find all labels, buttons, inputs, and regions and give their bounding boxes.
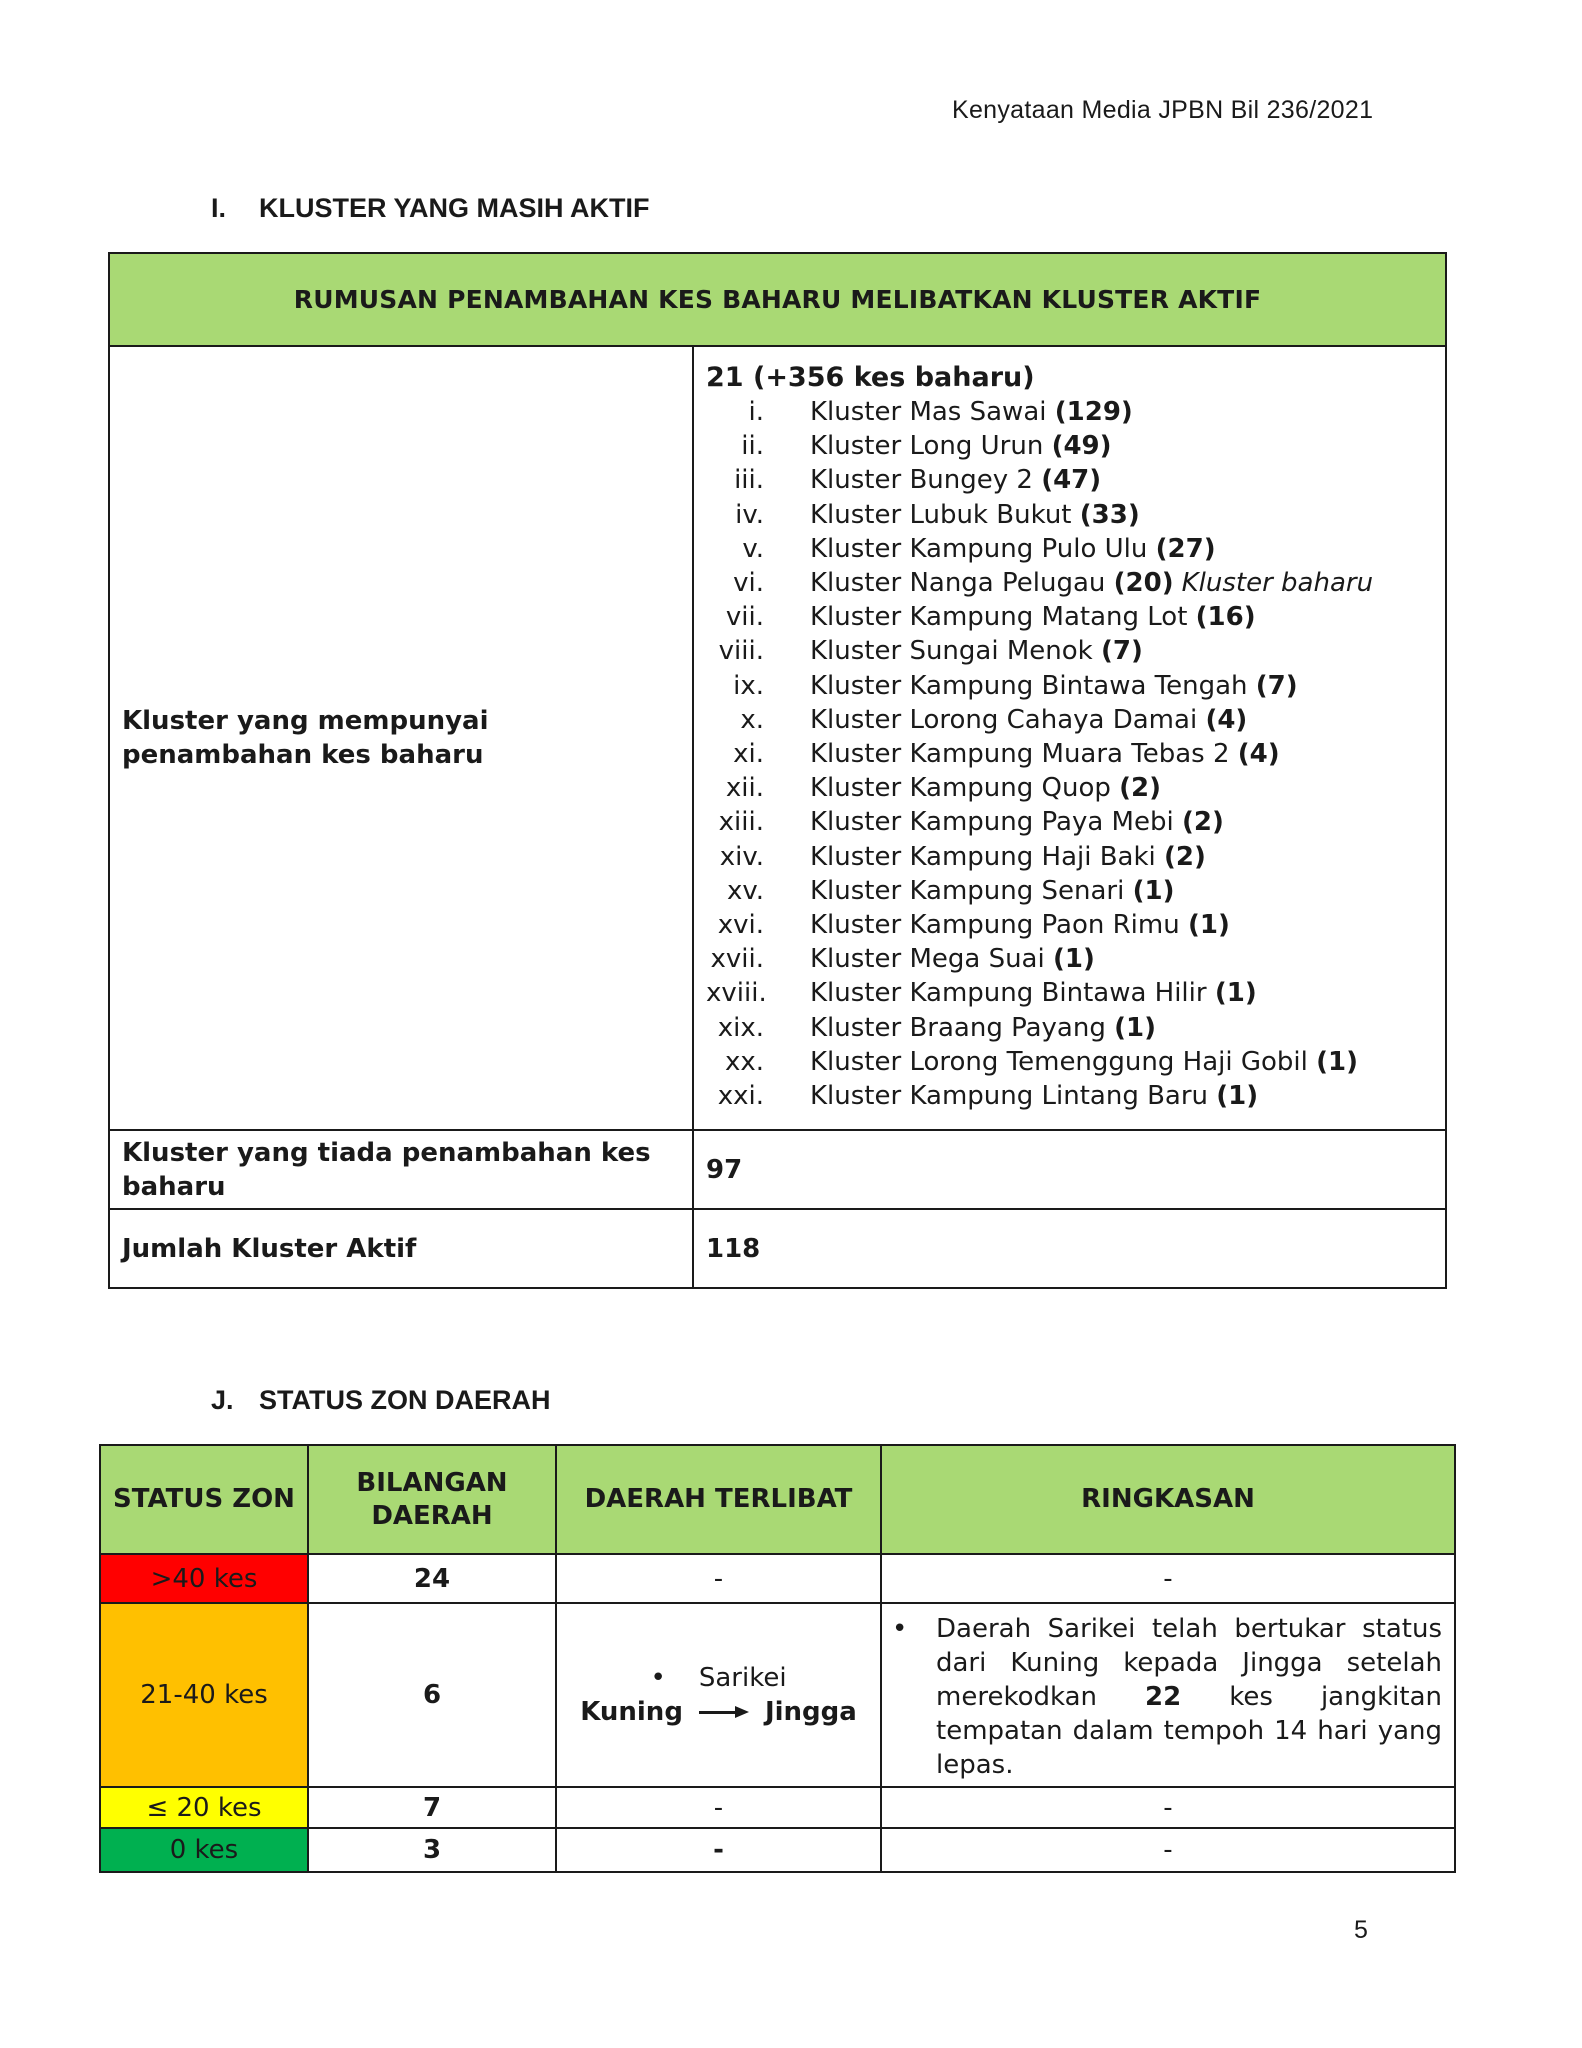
cluster-name: Kluster Kampung Bintawa Tengah bbox=[810, 670, 1248, 701]
cluster-list bbox=[706, 395, 1433, 1113]
section-j-title bbox=[211, 1385, 551, 1416]
zone-row bbox=[100, 1787, 1455, 1828]
cluster-item bbox=[706, 395, 1433, 429]
cluster-roman-number: x. bbox=[740, 704, 764, 735]
cluster-name: Kluster Mega Suai bbox=[810, 944, 1045, 975]
cluster-case-count: (1) bbox=[1187, 910, 1230, 941]
cluster-case-count: (47) bbox=[1041, 465, 1102, 496]
cluster-item bbox=[706, 1011, 1433, 1045]
cluster-name: Kluster Kampung Pulo Ulu bbox=[810, 533, 1148, 564]
cluster-case-count: (129) bbox=[1054, 397, 1133, 427]
header-status-zone: STATUS ZON bbox=[100, 1445, 308, 1554]
cluster-name: Kluster Bungey 2 bbox=[810, 465, 1033, 496]
cluster-case-count: (2) bbox=[1181, 807, 1224, 838]
summary-text-part: kes jangkitan tempatan dalam tempoh 14 hari yang lepas. bbox=[936, 1682, 1442, 1780]
cluster-name: Kluster Nanga Pelugau bbox=[810, 568, 1106, 599]
cluster-name: Kluster Kampung Muara Tebas 2 bbox=[810, 739, 1230, 770]
cluster-list-cell bbox=[693, 346, 1446, 1130]
cluster-case-count: (2) bbox=[1164, 841, 1206, 872]
cluster-roman-number: xv. bbox=[726, 875, 764, 906]
cluster-item bbox=[706, 908, 1433, 942]
cluster-roman-number: vi. bbox=[733, 568, 764, 599]
section-j-number: J. bbox=[211, 1385, 234, 1415]
zone-status-yellow: ≤ 20 kes bbox=[100, 1787, 308, 1828]
cluster-case-count: (1) bbox=[1114, 1012, 1156, 1043]
cluster-roman-number: xix. bbox=[717, 1012, 764, 1043]
cluster-roman-number: ii. bbox=[741, 431, 764, 462]
cluster-item bbox=[706, 840, 1433, 874]
cluster-case-count: (20) bbox=[1113, 568, 1174, 599]
cluster-item bbox=[706, 703, 1433, 737]
cluster-case-count: (1) bbox=[1216, 1081, 1259, 1112]
cluster-name: Kluster Lubuk Bukut bbox=[810, 499, 1072, 530]
cluster-name: Kluster Long Urun bbox=[810, 431, 1044, 462]
cluster-name: Kluster Mas Sawai bbox=[810, 397, 1047, 427]
cluster-name: Kluster Kampung Paon Rimu bbox=[810, 910, 1180, 941]
cluster-name: Kluster Kampung Bintawa Hilir bbox=[810, 978, 1207, 1009]
cluster-roman-number: xi. bbox=[733, 739, 764, 770]
cluster-item bbox=[706, 634, 1433, 668]
districts-involved: - bbox=[556, 1828, 881, 1872]
cluster-roman-number: i. bbox=[748, 397, 764, 427]
zone-summary bbox=[881, 1603, 1455, 1787]
section-j-text: STATUS ZON DAERAH bbox=[259, 1385, 551, 1415]
cluster-roman-number: xviii. bbox=[706, 978, 767, 1009]
document-reference: Kenyataan Media JPBN Bil 236/2021 bbox=[952, 96, 1374, 124]
zone-summary: - bbox=[881, 1554, 1455, 1603]
cluster-item bbox=[706, 532, 1433, 566]
row-label-total-active: Jumlah Kluster Aktif bbox=[109, 1209, 693, 1288]
row-label-no-new-cases: Kluster yang tiada penambahan kes baharu bbox=[109, 1130, 693, 1209]
summary-text-part: Daerah Sarikei telah bertukar status dari Kuning kepada Jingga setelah merekodkan bbox=[936, 1614, 1442, 1712]
cluster-roman-number: iv. bbox=[735, 499, 764, 530]
zone-status-green: 0 kes bbox=[100, 1828, 308, 1872]
cluster-item bbox=[706, 669, 1433, 703]
cluster-case-count: (2) bbox=[1119, 773, 1162, 804]
cluster-roman-number: xxi. bbox=[717, 1081, 764, 1112]
cluster-roman-number: xiii. bbox=[718, 807, 764, 838]
cluster-case-count: (49) bbox=[1051, 431, 1112, 462]
cluster-roman-number: iii. bbox=[734, 465, 764, 496]
arrow-right-icon bbox=[699, 1707, 749, 1717]
zone-row bbox=[100, 1603, 1455, 1787]
cluster-case-count: (27) bbox=[1155, 533, 1216, 564]
cluster-note: Kluster baharu bbox=[1181, 568, 1374, 599]
district-zone-table bbox=[99, 1444, 1456, 1873]
summary-case-count: 22 bbox=[1145, 1682, 1182, 1712]
cluster-item bbox=[706, 498, 1433, 532]
cluster-name: Kluster Kampung Senari bbox=[810, 875, 1125, 906]
active-cluster-table-heading: RUMUSAN PENAMBAHAN KES BAHARU MELIBATKAN KLUSTER AKTIF bbox=[109, 253, 1446, 346]
new-case-total: 21 (+356 kes baharu) bbox=[706, 362, 1035, 393]
zone-row bbox=[100, 1828, 1455, 1872]
cluster-case-count: (16) bbox=[1195, 602, 1256, 633]
total-active-value: 118 bbox=[693, 1209, 1446, 1288]
cluster-item bbox=[706, 942, 1433, 976]
cluster-item bbox=[706, 976, 1433, 1010]
row-label-new-cases: Kluster yang mempunyai penambahan kes baharu bbox=[109, 346, 693, 1130]
active-cluster-table bbox=[108, 252, 1447, 1289]
status-to: Jingga bbox=[764, 1697, 857, 1727]
districts-involved bbox=[556, 1603, 881, 1787]
district-name: Sarikei bbox=[698, 1663, 787, 1693]
cluster-roman-number: xvii. bbox=[710, 944, 764, 975]
cluster-item bbox=[706, 566, 1433, 600]
zone-summary: - bbox=[881, 1787, 1455, 1828]
district-count: 3 bbox=[308, 1828, 556, 1872]
cluster-roman-number: xvi. bbox=[717, 910, 764, 941]
no-new-cases-value: 97 bbox=[693, 1130, 1446, 1209]
cluster-case-count: (7) bbox=[1255, 670, 1298, 701]
districts-involved: - bbox=[556, 1787, 881, 1828]
cluster-name: Kluster Braang Payang bbox=[810, 1012, 1106, 1043]
cluster-item bbox=[706, 1045, 1433, 1079]
zone-status-orange: 21-40 kes bbox=[100, 1603, 308, 1787]
bullet-icon: • bbox=[650, 1663, 666, 1693]
section-i-title bbox=[211, 193, 650, 224]
cluster-case-count: (1) bbox=[1132, 875, 1175, 906]
cluster-name: Kluster Kampung Matang Lot bbox=[810, 602, 1188, 633]
cluster-item bbox=[706, 600, 1433, 634]
page-number: 5 bbox=[1354, 1916, 1368, 1944]
cluster-roman-number: viii. bbox=[718, 636, 764, 667]
cluster-roman-number: xx. bbox=[724, 1046, 764, 1077]
bullet-icon: • bbox=[892, 1614, 908, 1644]
cluster-case-count: (4) bbox=[1237, 739, 1280, 770]
cluster-name: Kluster Lorong Cahaya Damai bbox=[810, 704, 1198, 735]
cluster-item bbox=[706, 737, 1433, 771]
cluster-roman-number: v. bbox=[742, 533, 764, 564]
section-i-number: I. bbox=[211, 193, 227, 223]
district-count: 24 bbox=[308, 1554, 556, 1603]
district-count: 6 bbox=[308, 1603, 556, 1787]
cluster-roman-number: xii. bbox=[725, 773, 764, 804]
zone-status-red: >40 kes bbox=[100, 1554, 308, 1603]
cluster-roman-number: vii. bbox=[725, 602, 764, 633]
cluster-case-count: (7) bbox=[1100, 636, 1143, 667]
cluster-item bbox=[706, 463, 1433, 497]
section-i-text: KLUSTER YANG MASIH AKTIF bbox=[259, 193, 650, 223]
cluster-name: Kluster Sungai Menok bbox=[810, 636, 1093, 667]
cluster-name: Kluster Kampung Lintang Baru bbox=[810, 1081, 1209, 1112]
district-count: 7 bbox=[308, 1787, 556, 1828]
summary-text bbox=[936, 1612, 1442, 1782]
cluster-case-count: (4) bbox=[1205, 704, 1248, 735]
zone-row bbox=[100, 1554, 1455, 1603]
cluster-item bbox=[706, 771, 1433, 805]
cluster-case-count: (33) bbox=[1079, 499, 1140, 530]
cluster-case-count: (1) bbox=[1316, 1046, 1358, 1077]
cluster-name: Kluster Lorong Temenggung Haji Gobil bbox=[810, 1046, 1308, 1077]
cluster-case-count: (1) bbox=[1214, 978, 1257, 1009]
districts-involved: - bbox=[556, 1554, 881, 1603]
header-district-count: BILANGAN DAERAH bbox=[308, 1445, 556, 1554]
status-from: Kuning bbox=[580, 1697, 683, 1727]
header-districts-involved: DAERAH TERLIBAT bbox=[556, 1445, 881, 1554]
cluster-case-count: (1) bbox=[1052, 944, 1095, 975]
cluster-name: Kluster Kampung Haji Baki bbox=[810, 841, 1156, 872]
cluster-item bbox=[706, 874, 1433, 908]
cluster-name: Kluster Kampung Quop bbox=[810, 773, 1111, 804]
cluster-roman-number: ix. bbox=[733, 670, 764, 701]
zone-summary: - bbox=[881, 1828, 1455, 1872]
cluster-item bbox=[706, 805, 1433, 839]
cluster-item bbox=[706, 1079, 1433, 1113]
cluster-item bbox=[706, 429, 1433, 463]
header-summary: RINGKASAN bbox=[881, 1445, 1455, 1554]
cluster-name: Kluster Kampung Paya Mebi bbox=[810, 807, 1174, 838]
cluster-roman-number: xiv. bbox=[719, 841, 764, 872]
